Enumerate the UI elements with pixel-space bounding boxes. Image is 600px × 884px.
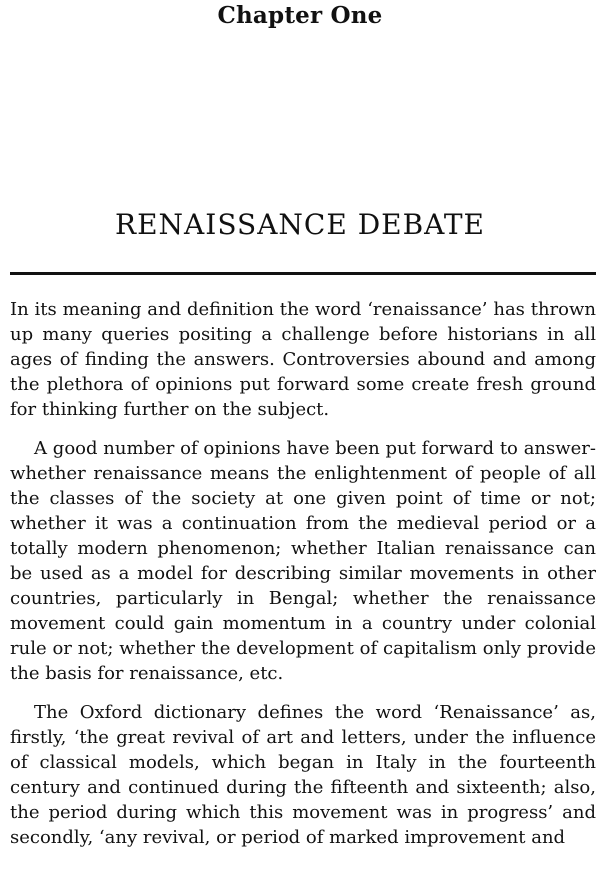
- title-divider: [10, 272, 596, 275]
- paragraph-1: In its meaning and definition the word ‘renaissance’ has thrown up many queries positing a challenge before historians in all ages of finding the answers. Controversies abound and among the plethora of opinions put forward some create fresh ground for thinking further on the subject.: [10, 299, 596, 420]
- chapter-title: RENAISSANCE DEBATE: [115, 208, 485, 241]
- paragraph-2: A good number of opinions have been put forward to answer- whether renaissance means the enlightenment of people of all the classes of the society at one given point of time or not; whether it was a continuation from the medieval period or a totally modern phenomenon; whether Italian renaissance can be used as a model for describing similar movements in other countries, particularly in Bengal; whether the renaissance movement could gain momentum in a country under colonial rule or not; whether the development of capitalism only provide the basis for renaissance, etc.: [10, 438, 596, 684]
- paragraph-3: The Oxford dictionary defines the word ‘Renaissance’ as, firstly, ‘the great revival of art and letters, under the influence of classical models, which began in Italy in the fourteenth century and continued during the fifteenth and sixteenth; also, the period during which this movement was in progress’ and secondly, ‘any revival, or period of marked improvement and: [10, 702, 596, 848]
- chapter-label: Chapter One: [217, 2, 383, 29]
- body-text: [10, 297, 596, 864]
